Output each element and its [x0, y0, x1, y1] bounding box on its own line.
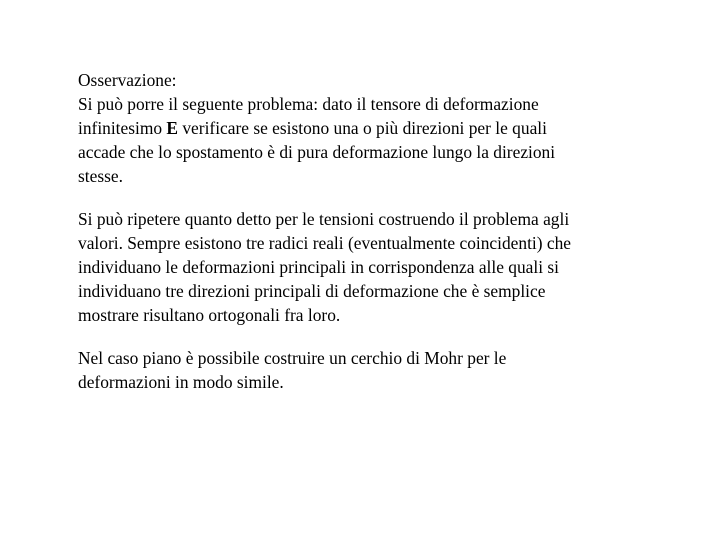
text-block	[78, 68, 658, 394]
paragraph2-line: valori. Sempre esistono tre radici reali (eventualmente coincidenti) che	[78, 233, 572, 253]
paragraph2-line: mostrare risultano ortogonali fra loro.	[78, 305, 341, 325]
paragraph1-text: infinitesimo	[78, 118, 167, 138]
paragraph1-line	[78, 116, 658, 140]
paragraph2-line: Si può ripetere quanto detto per le tensioni costruendo il problema agli	[78, 209, 570, 229]
paragraph-mohr-circle	[78, 346, 658, 394]
observation-heading: Osservazione:	[78, 70, 177, 90]
paragraph1-text: verificare se esistono una o più direzioni per le quali	[178, 118, 547, 138]
tensor-symbol: E	[166, 118, 179, 138]
paragraph-observation	[78, 68, 658, 188]
paragraph1-line: accade che lo spostamento è di pura deformazione lungo la direzioni	[78, 142, 556, 162]
paragraph1-line: Si può porre il seguente problema: dato il tensore di deformazione	[78, 94, 539, 114]
paragraph2-line: individuano tre direzioni principali di deformazione che è semplice	[78, 281, 546, 301]
paragraph-principal-deformations	[78, 207, 658, 327]
paragraph1-line: stesse.	[78, 166, 123, 186]
paragraph3-line: Nel caso piano è possibile costruire un cerchio di Mohr per le	[78, 348, 507, 368]
paragraph2-line: individuano le deformazioni principali in corrispondenza alle quali si	[78, 257, 559, 277]
paragraph3-line: deformazioni in modo simile.	[78, 372, 284, 392]
